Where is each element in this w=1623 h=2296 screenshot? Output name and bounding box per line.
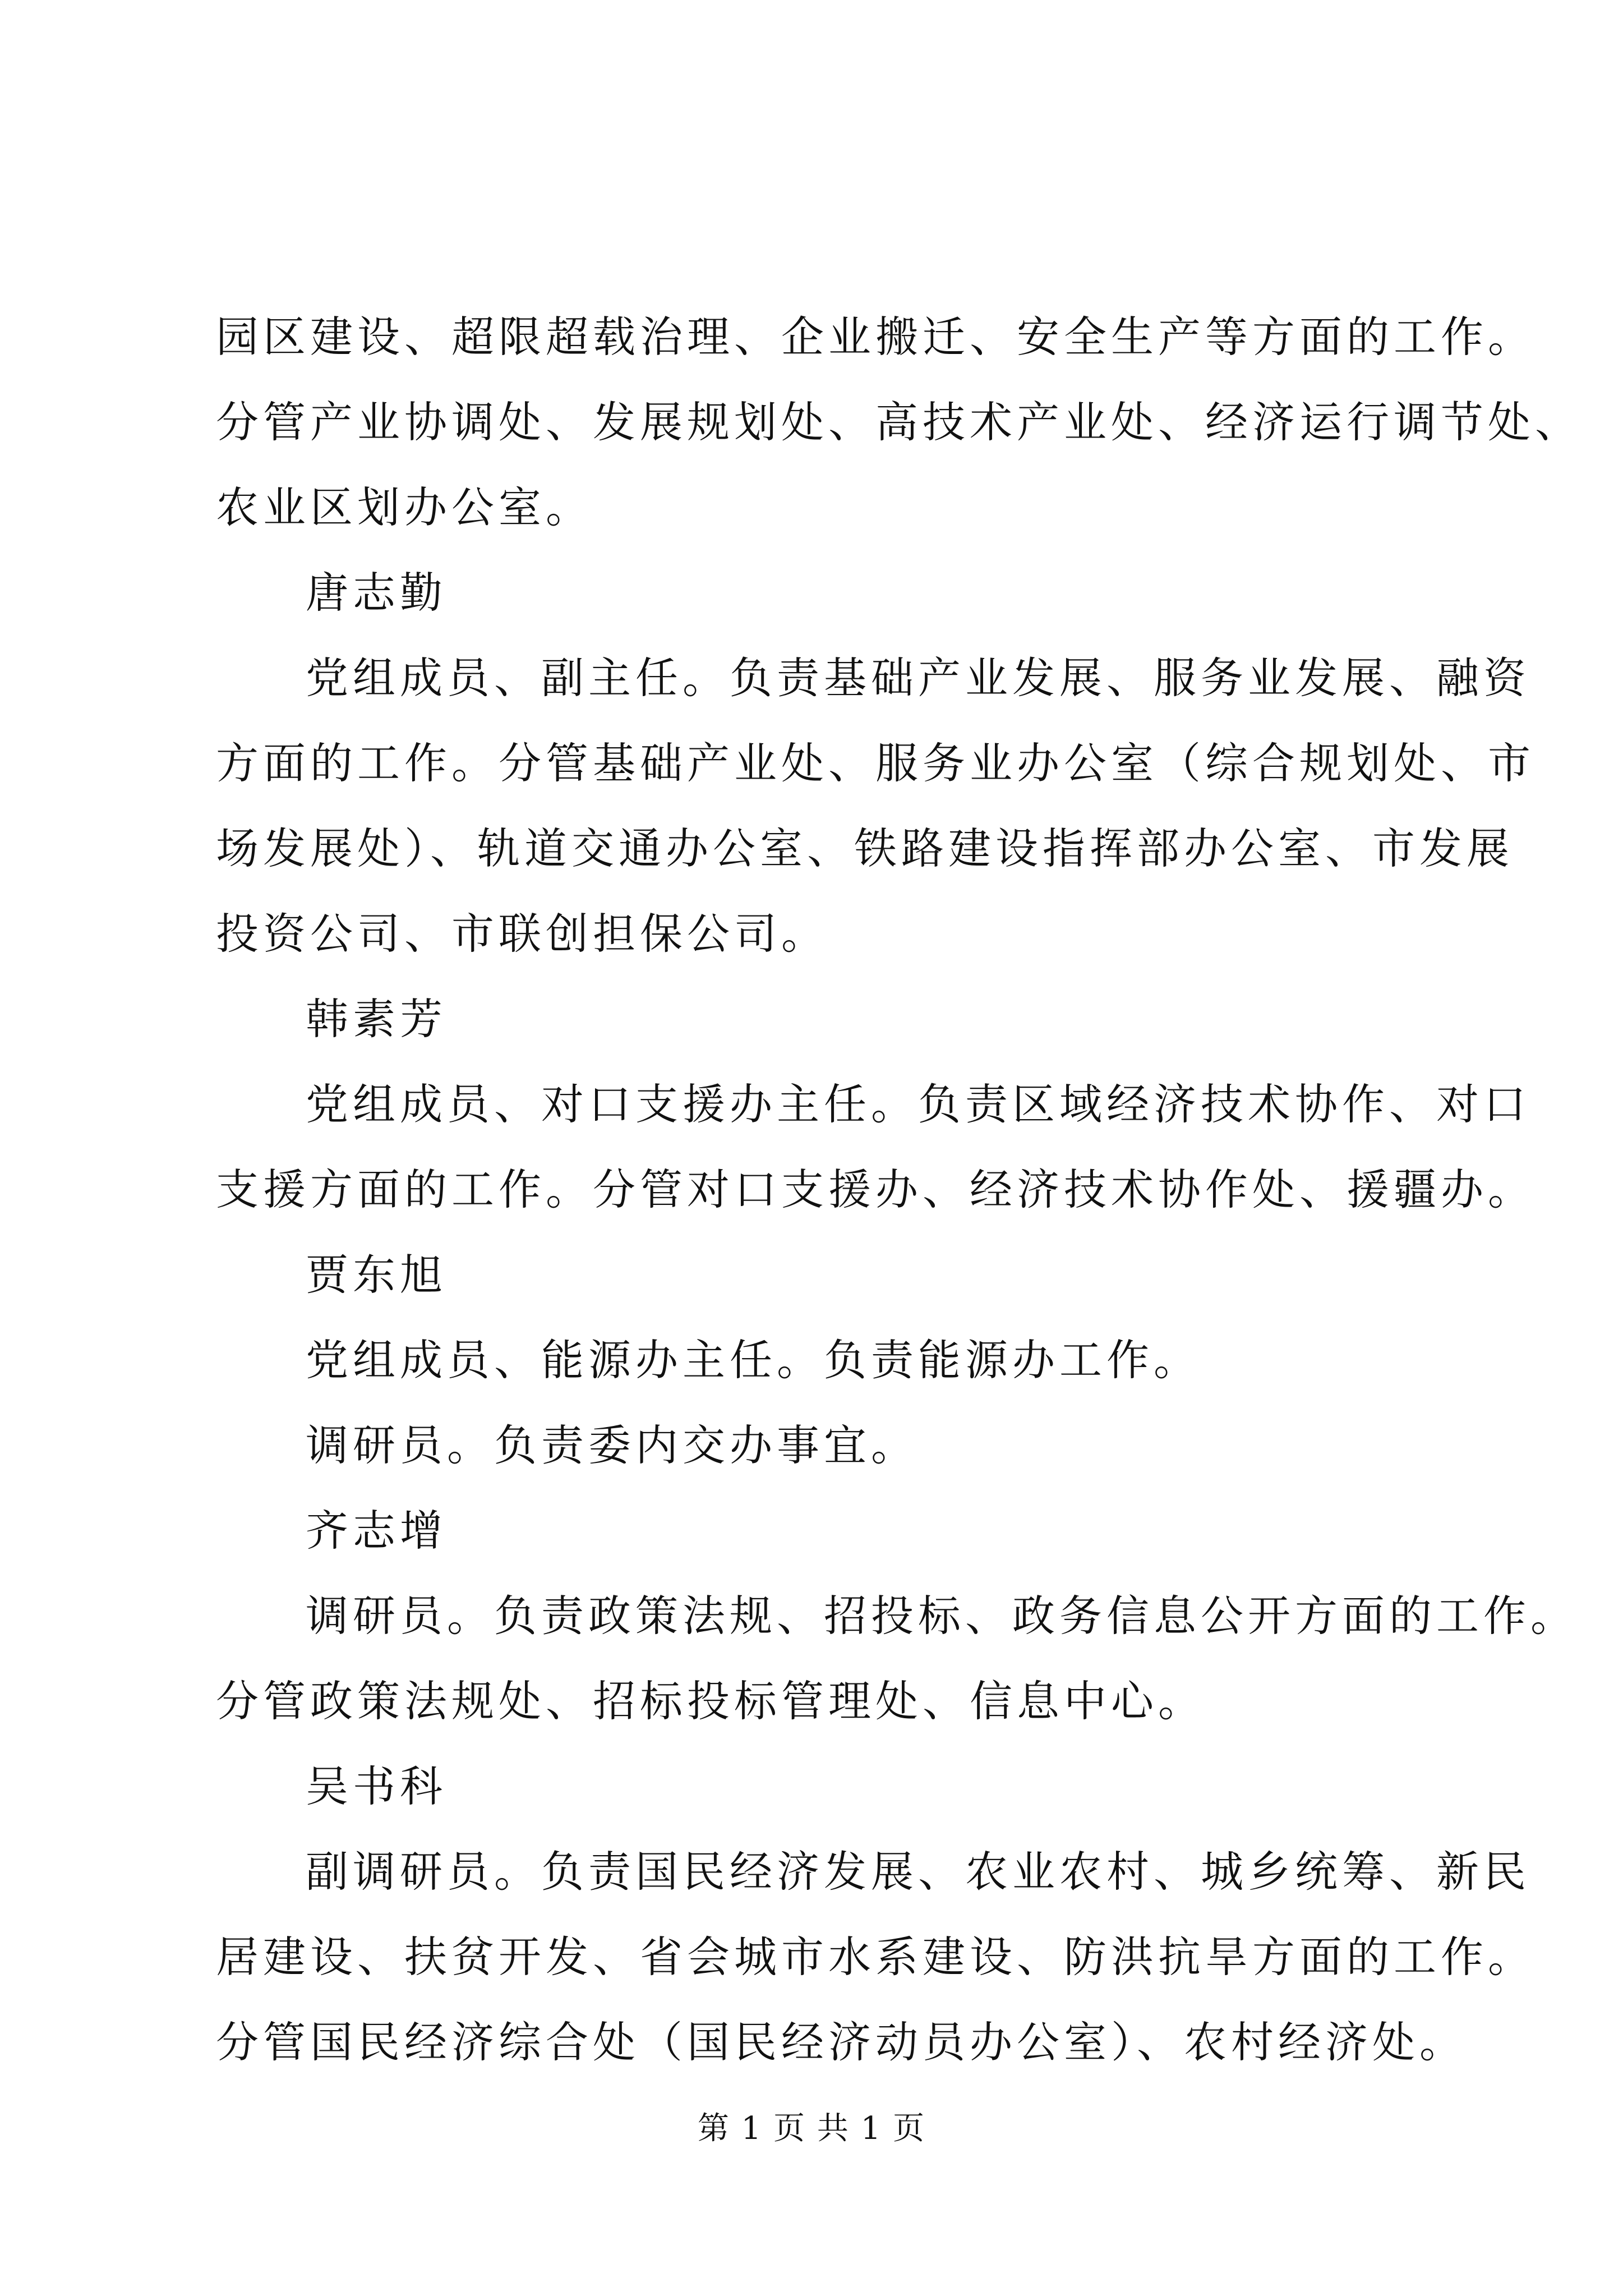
text-line: 党组成员、能源办主任。负责能源办工作。 <box>306 1335 1201 1385</box>
text-line: 党组成员、对口支援办主任。负责区域经济技术协作、对口 <box>306 1079 1530 1129</box>
text-line: 农业区划办公室。 <box>216 482 593 532</box>
text-line: 场发展处）、轨道交通办公室、铁路建设指挥部办公室、市发展 <box>216 823 1514 873</box>
document-body <box>216 295 1582 2085</box>
text-line: 投资公司、市联创担保公司。 <box>216 909 828 959</box>
text-line: 齐志增 <box>306 1506 447 1556</box>
text-line: 贾东旭 <box>306 1250 447 1300</box>
text-line: 调研员。负责政策法规、招投标、政务信息公开方面的工作。 <box>306 1591 1578 1641</box>
text-line: 吴书科 <box>306 1761 447 1811</box>
page-footer: 第 1 页 共 1 页 <box>697 2110 926 2147</box>
text-line: 唐志勤 <box>306 568 447 618</box>
text-line: 居建设、扶贫开发、省会城市水系建设、防洪抗旱方面的工作。 <box>216 1932 1535 1982</box>
text-line: 调研员。负责委内交办事宜。 <box>306 1420 918 1470</box>
text-line: 园区建设、超限超载治理、企业搬迁、安全生产等方面的工作。 <box>216 312 1535 362</box>
text-line: 分管国民经济综合处（国民经济动员办公室）、农村经济处。 <box>216 2017 1467 2067</box>
text-line: 副调研员。负责国民经济发展、农业农村、城乡统筹、新民 <box>306 1847 1530 1897</box>
text-line: 分管政策法规处、招标投标管理处、信息中心。 <box>216 1676 1205 1726</box>
text-line: 支援方面的工作。分管对口支援办、经济技术协作处、援疆办。 <box>216 1165 1535 1214</box>
text-line: 党组成员、副主任。负责基础产业发展、服务业发展、融资 <box>306 653 1530 703</box>
text-line: 韩素芳 <box>306 994 447 1044</box>
text-line: 分管产业协调处、发展规划处、高技术产业处、经济运行调节处、 <box>216 397 1582 447</box>
text-line: 方面的工作。分管基础产业处、服务业办公室（综合规划处、市 <box>216 738 1535 788</box>
